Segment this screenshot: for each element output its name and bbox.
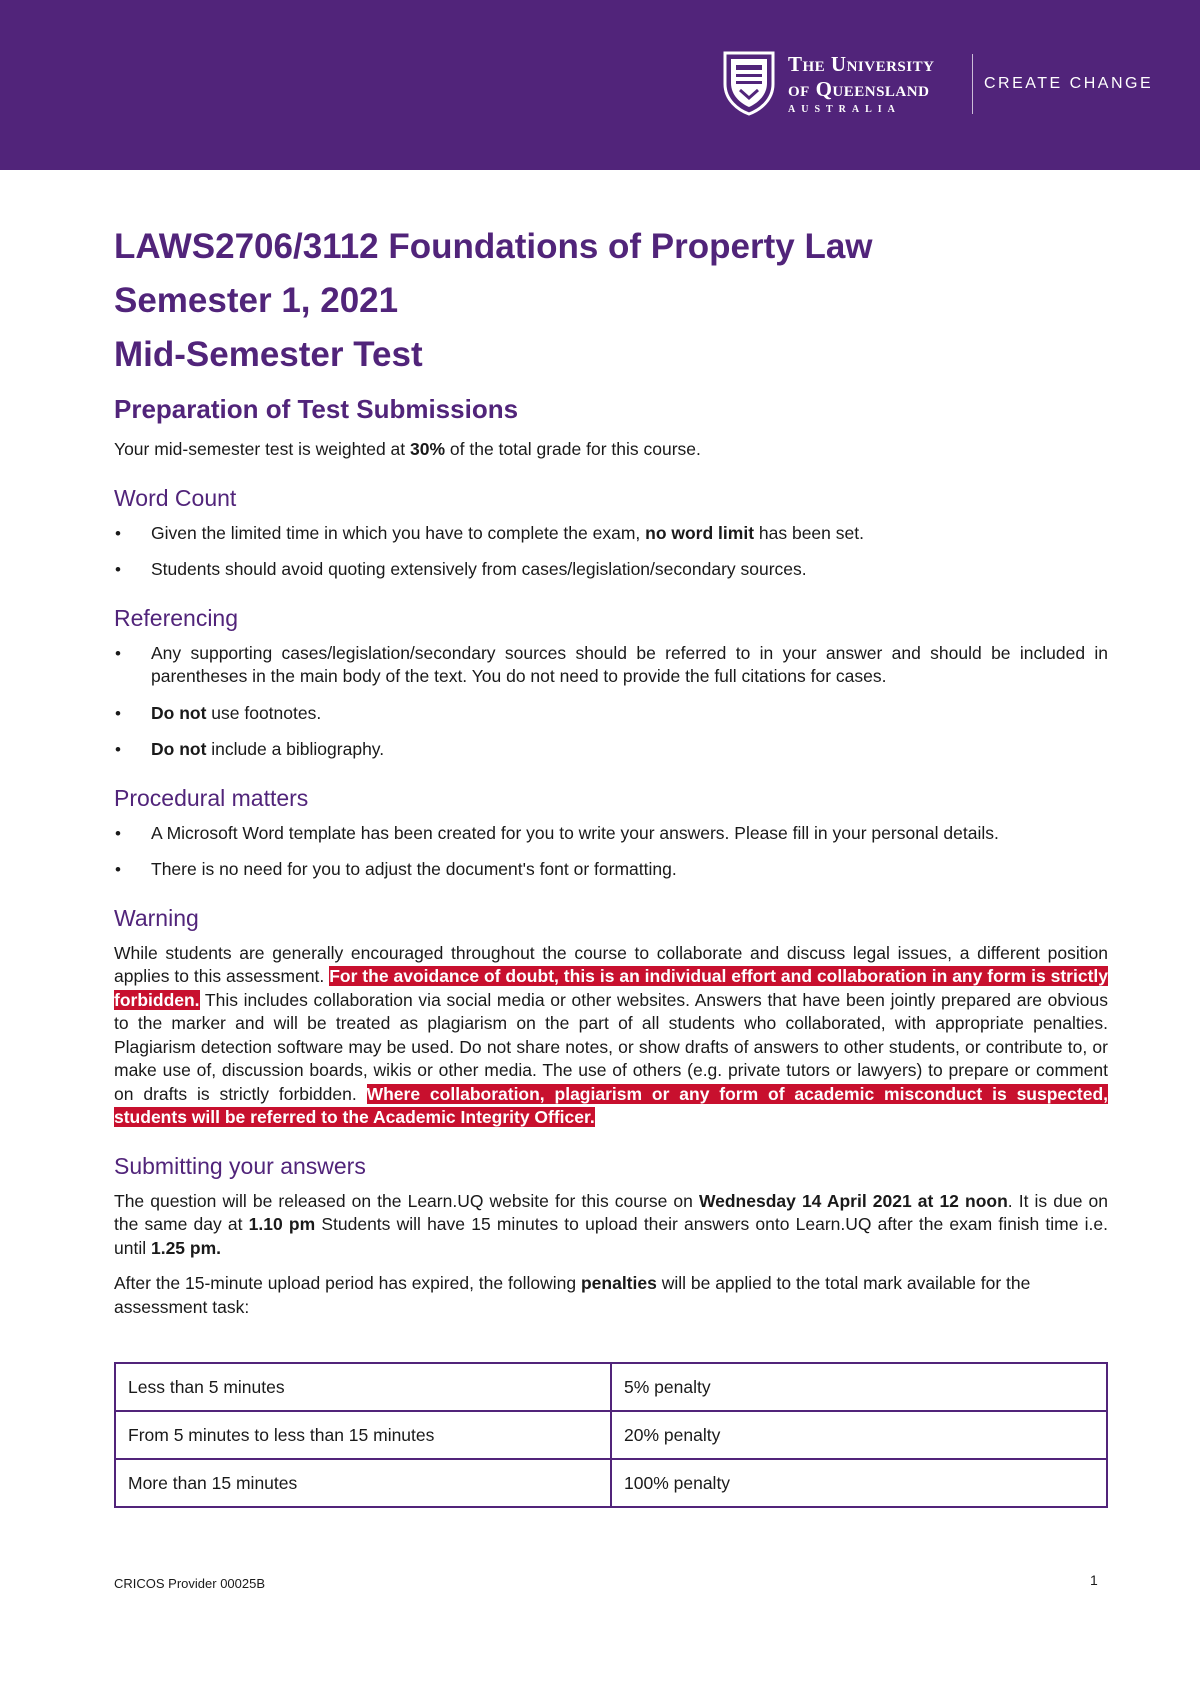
section-heading-word-count: Word Count bbox=[114, 484, 237, 511]
semester-title: Semester 1, 2021 bbox=[114, 281, 399, 320]
section-heading-referencing: Referencing bbox=[114, 604, 239, 631]
warning-text-2: This includes collaboration via social media or other websites. Answers that have been jointly prepared are obvious to the marker and will be treated as plagiarism on the part of all students who collaborated, with appropriate penalties. Plagiarism detection software may be used. Do not share notes, or show drafts of answers to other students, or contribute to, or make use of, discussion boards, wikis or other media. The use of others (e.g. private tutors or lawyers) to prepare or comment on drafts is strictly forbidden. bbox=[114, 989, 1108, 1104]
due-time: 1.10 pm bbox=[248, 1214, 316, 1234]
course-title: LAWS2706/3112 Foundations of Property Law bbox=[114, 227, 873, 266]
uq-crest-icon bbox=[722, 50, 776, 116]
cricos-footer: CRICOS Provider 00025B bbox=[114, 1576, 266, 1591]
page-subtitle: Preparation of Test Submissions bbox=[114, 394, 519, 424]
procedural-list bbox=[114, 822, 1108, 882]
table-cell-period: More than 15 minutes bbox=[115, 1459, 611, 1507]
header-banner bbox=[0, 0, 1200, 170]
upload-deadline: 1.25 pm. bbox=[150, 1237, 222, 1258]
release-date: Wednesday 14 April 2021 at 12 noon bbox=[698, 1190, 1008, 1211]
table-cell-period: From 5 minutes to less than 15 minutes bbox=[115, 1411, 611, 1459]
penalty-bold: penalties bbox=[580, 1273, 657, 1293]
intro-text-end: of the total grade for this course. bbox=[445, 439, 701, 459]
intro-weight: 30% bbox=[410, 439, 446, 459]
list-text: Given the limited time in which you have to complete the exam, bbox=[151, 522, 646, 543]
list-item bbox=[114, 522, 1108, 546]
release-paragraph bbox=[114, 1190, 1108, 1261]
release-text: Students will have 15 minutes to upload their answers onto Learn.UQ after the exam finish time i.e. until bbox=[114, 1214, 1108, 1258]
list-item bbox=[114, 702, 1108, 726]
page-number: 1 bbox=[1090, 1572, 1098, 1588]
release-text: The question will be released on the Learn.UQ website for this course on bbox=[114, 1190, 699, 1211]
logo-divider bbox=[972, 54, 973, 114]
table-cell-penalty: 20% penalty bbox=[611, 1411, 1107, 1459]
warning-highlight-1: For the avoidance of doubt, this is an individual effort and collaboration in any form is strictly forbidden. bbox=[114, 966, 1108, 1010]
table-cell-period: Less than 5 minutes bbox=[115, 1363, 611, 1411]
tagline: CREATE CHANGE bbox=[984, 75, 1154, 92]
penalty-table bbox=[114, 1362, 1108, 1508]
section-heading-procedural: Procedural matters bbox=[114, 784, 309, 811]
section-heading-warning: Warning bbox=[114, 904, 199, 931]
list-text: use footnotes. bbox=[206, 702, 322, 723]
penalty-text: After the 15-minute upload period has expired, the following bbox=[114, 1273, 581, 1293]
uq-logo bbox=[722, 50, 1154, 120]
list-bold: no word limit bbox=[645, 522, 755, 543]
table-row bbox=[115, 1459, 1107, 1507]
referencing-list bbox=[114, 642, 1108, 762]
warning-highlight-2: Where collaboration, plagiarism or any form of academic misconduct is suspected, students will be referred to the Academic Integrity Officer. bbox=[114, 1083, 1108, 1127]
logo-university-line: The University bbox=[788, 52, 935, 76]
list-item: • Any supporting cases/legislation/secondary sources should be referred to in your answer and should be included in parentheses in the main body of the text. You do not need to provide the full citations for cases. bbox=[114, 642, 1108, 689]
table-row bbox=[115, 1363, 1107, 1411]
logo-queensland-line: of Queensland bbox=[788, 77, 930, 101]
release-text: . It is due on the same day at bbox=[114, 1190, 1108, 1234]
warning-paragraph bbox=[114, 942, 1108, 1130]
list-item: • Students should avoid quoting extensively from cases/legislation/secondary sources. bbox=[114, 558, 1108, 582]
section-heading-submitting: Submitting your answers bbox=[114, 1152, 366, 1179]
document-body bbox=[114, 220, 1108, 1331]
list-text: has been set. bbox=[754, 522, 864, 543]
penalty-intro-paragraph bbox=[114, 1272, 1108, 1319]
table-cell-penalty: 5% penalty bbox=[611, 1363, 1107, 1411]
intro-text: Your mid-semester test is weighted at bbox=[114, 439, 411, 459]
penalty-text: will be applied to the total mark available for the assessment task: bbox=[114, 1273, 1031, 1317]
list-text: include a bibliography. bbox=[206, 739, 385, 759]
logo-australia-line: AUSTRALIA bbox=[788, 104, 901, 115]
word-count-list bbox=[114, 522, 1108, 582]
list-bold: Do not bbox=[151, 739, 207, 759]
intro-paragraph bbox=[114, 438, 1108, 462]
list-item: • A Microsoft Word template has been created for you to write your answers. Please fill in your personal details. bbox=[114, 822, 1108, 846]
list-item bbox=[114, 738, 1108, 762]
test-title: Mid-Semester Test bbox=[114, 335, 423, 374]
warning-text: While students are generally encouraged throughout the course to collaborate and discuss legal issues, a different position applies to this assessment. bbox=[114, 942, 1108, 986]
list-bold: Do not bbox=[151, 702, 207, 723]
table-cell-penalty: 100% penalty bbox=[611, 1459, 1107, 1507]
table-row bbox=[115, 1411, 1107, 1459]
list-item: • There is no need for you to adjust the document's font or formatting. bbox=[114, 858, 1108, 882]
